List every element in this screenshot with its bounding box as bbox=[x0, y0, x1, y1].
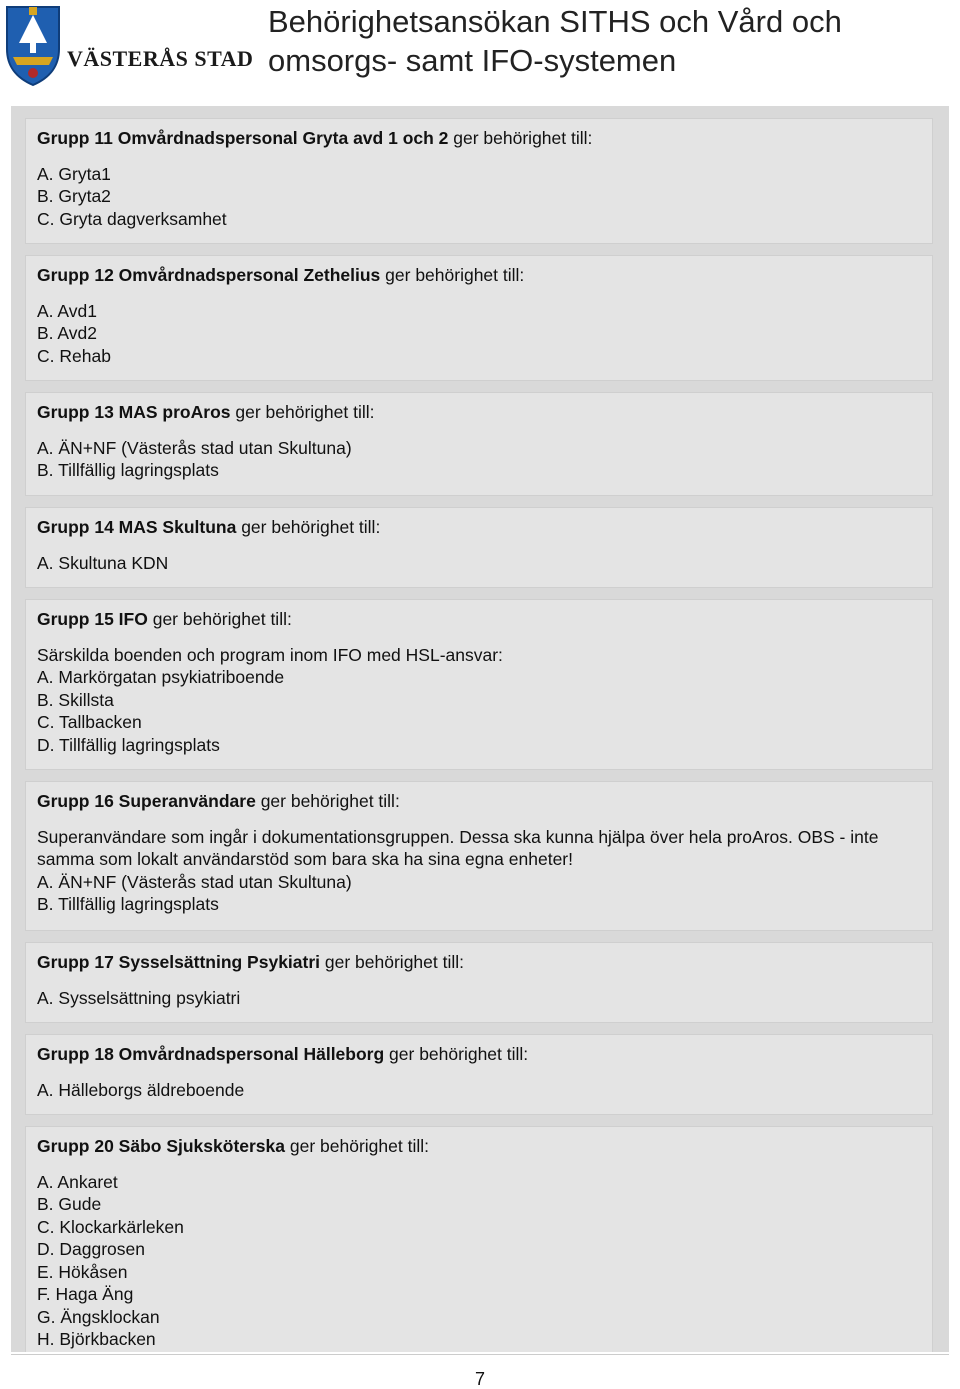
group-heading-rest: ger behörighet till: bbox=[147, 609, 292, 629]
coat-of-arms-icon bbox=[3, 3, 63, 87]
permission-item: D. Tillfällig lagringsplats bbox=[37, 734, 220, 755]
permission-item: H. Björkbacken bbox=[37, 1329, 156, 1349]
group-name: Grupp 12 Omvårdnadspersonal Zethelius bbox=[37, 265, 381, 285]
group-name: Grupp 13 MAS proAros bbox=[37, 402, 231, 422]
group-name: Grupp 18 Omvårdnadspersonal Hälleborg bbox=[37, 1044, 385, 1064]
group-name: Grupp 16 Superanvändare bbox=[37, 791, 256, 811]
group-heading bbox=[37, 127, 922, 150]
permission-item: B. Avd2 bbox=[37, 323, 98, 343]
permission-item: C. Klockarkärleken bbox=[37, 1216, 184, 1237]
group-heading-rest: ger behörighet till: bbox=[320, 952, 465, 972]
org-name: VÄSTERÅS STAD bbox=[67, 46, 254, 71]
permission-item: B. Gude bbox=[37, 1194, 102, 1214]
group-12 bbox=[25, 255, 933, 381]
vasteras-logo bbox=[3, 3, 254, 93]
permission-item: A. Ankaret bbox=[37, 1171, 118, 1192]
content-panel bbox=[11, 106, 949, 1352]
permission-item: B. Tillfällig lagringsplats bbox=[37, 460, 219, 480]
permission-item: A. Avd1 bbox=[37, 300, 98, 321]
group-heading bbox=[37, 401, 922, 424]
permission-item: A. ÄN+NF (Västerås stad utan Skultuna) bbox=[37, 437, 352, 458]
group-heading-rest: ger behörighet till: bbox=[285, 1136, 429, 1156]
permission-item: G. Ängsklockan bbox=[37, 1306, 160, 1327]
group-heading-rest: ger behörighet till: bbox=[380, 265, 525, 285]
group-heading-rest: ger behörighet till: bbox=[230, 402, 375, 422]
group-15 bbox=[25, 599, 933, 770]
group-heading-rest: ger behörighet till: bbox=[255, 791, 400, 811]
permission-item: B. Tillfällig lagringsplats bbox=[37, 894, 219, 914]
permission-item: A. Gryta1 bbox=[37, 163, 111, 184]
document-title: Behörighetsansökan SITHS och Vård och omsorgs- samt IFO-systemen bbox=[268, 4, 842, 78]
group-heading bbox=[37, 608, 922, 631]
permission-item: D. Daggrosen bbox=[37, 1239, 145, 1259]
permission-item: A. Markörgatan psykiatriboende bbox=[37, 667, 285, 687]
permission-item: C. Rehab bbox=[37, 345, 111, 366]
permission-item: C. Gryta dagverksamhet bbox=[37, 208, 227, 229]
footer-divider bbox=[11, 1354, 949, 1355]
group-14 bbox=[25, 507, 933, 588]
group-heading-rest: ger behörighet till: bbox=[384, 1044, 529, 1064]
permission-item: C. Tallbacken bbox=[37, 712, 142, 732]
permission-item: A. Skultuna KDN bbox=[37, 552, 169, 573]
group-heading bbox=[37, 951, 922, 974]
page-header bbox=[0, 0, 960, 100]
group-17 bbox=[25, 942, 933, 1023]
group-13 bbox=[25, 392, 933, 496]
group-description: Superanvändare som ingår i dokumentationsgruppen. Dessa ska kunna hjälpa över hela proAros. OBS - inte samma som lokalt användarstöd som bara ska ha sina egna enheter! bbox=[37, 826, 879, 869]
group-heading bbox=[37, 1043, 922, 1066]
permission-item: E. Hökåsen bbox=[37, 1261, 128, 1282]
group-16 bbox=[25, 781, 933, 931]
group-heading bbox=[37, 1135, 922, 1158]
group-description: Särskilda boenden och program inom IFO med HSL-ansvar: bbox=[37, 644, 503, 665]
group-heading-rest: ger behörighet till: bbox=[448, 128, 593, 148]
permission-item: F. Haga Äng bbox=[37, 1284, 134, 1304]
group-20 bbox=[25, 1126, 933, 1352]
permission-item: B. Gryta2 bbox=[37, 186, 111, 206]
permission-item: B. Skillsta bbox=[37, 689, 114, 710]
group-name: Grupp 17 Sysselsättning Psykiatri bbox=[37, 952, 321, 972]
group-heading bbox=[37, 790, 922, 813]
group-heading bbox=[37, 264, 922, 287]
group-11 bbox=[25, 118, 933, 244]
page-number: 7 bbox=[474, 1369, 485, 1389]
permission-item: A. Sysselsättning psykiatri bbox=[37, 987, 241, 1008]
permission-item: A. Hälleborgs äldreboende bbox=[37, 1079, 245, 1100]
group-heading bbox=[37, 516, 922, 539]
group-name: Grupp 20 Säbo Sjuksköterska bbox=[37, 1136, 286, 1156]
group-name: Grupp 11 Omvårdnadspersonal Gryta avd 1 och 2 bbox=[37, 128, 449, 148]
group-name: Grupp 14 MAS Skultuna bbox=[37, 517, 237, 537]
permission-item: A. ÄN+NF (Västerås stad utan Skultuna) bbox=[37, 871, 352, 892]
group-18 bbox=[25, 1034, 933, 1115]
group-heading-rest: ger behörighet till: bbox=[236, 517, 381, 537]
group-name: Grupp 15 IFO bbox=[37, 609, 148, 629]
